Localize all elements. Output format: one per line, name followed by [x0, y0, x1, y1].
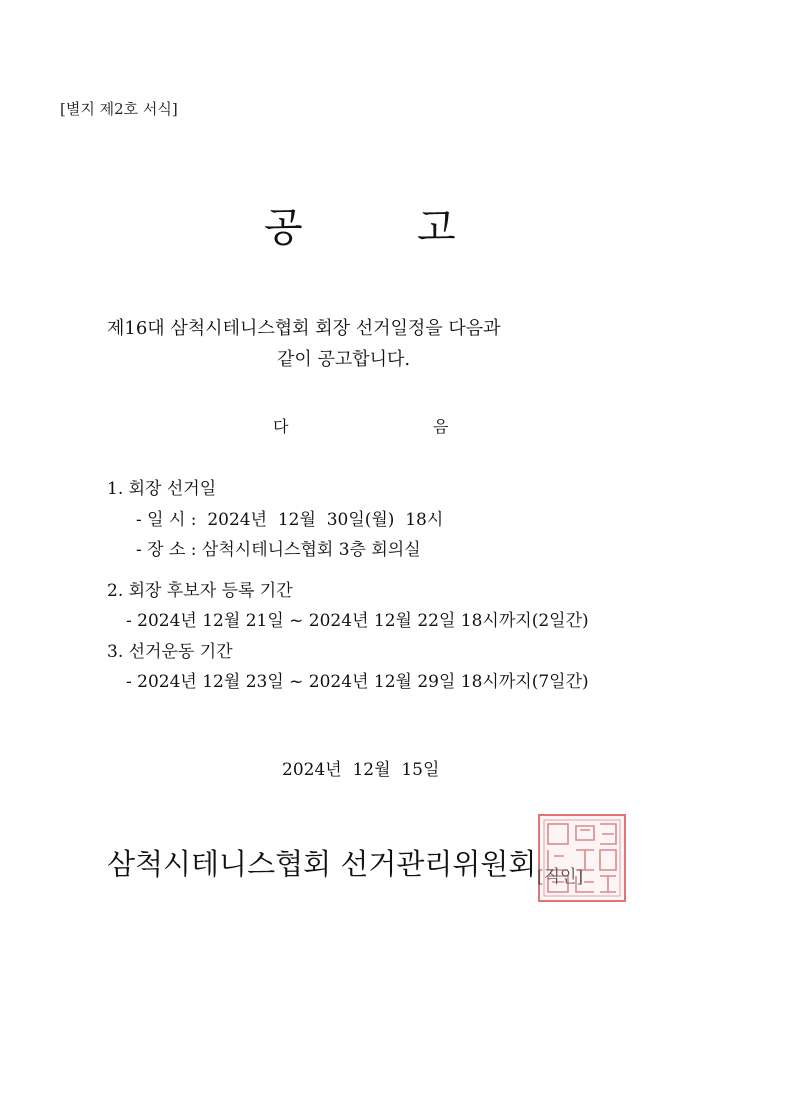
heading-da: 다: [273, 417, 289, 436]
form-label: [별지 제2호 서식]: [60, 100, 178, 118]
section-3-heading: 3. 선거운동 기간: [107, 642, 233, 662]
intro-line-1: 제16대 삼척시테니스협회 회장 선거일정을 다음과: [107, 318, 501, 339]
heading-eum: 음: [433, 417, 449, 436]
section-1-place: - 장 소 : 삼척시테니스협회 3층 회의실: [136, 540, 421, 560]
signature: 삼척시테니스협회 선거관리위원회: [107, 847, 537, 881]
section-2-period: - 2024년 12월 21일 ~ 2024년 12월 22일 18시까지(2일간): [126, 611, 589, 631]
section-1-heading: 1. 회장 선거일: [107, 479, 217, 499]
seal-placeholder: [직인]: [537, 867, 584, 887]
official-seal: [536, 812, 628, 904]
section-3-period: - 2024년 12월 23일 ~ 2024년 12월 29일 18시까지(7일간): [126, 672, 589, 692]
title-char-2: 고: [417, 205, 456, 251]
section-2-heading: 2. 회장 후보자 등록 기간: [107, 581, 293, 601]
title-char-1: 공: [264, 205, 303, 251]
intro-line-2: 같이 공고합니다.: [277, 349, 411, 370]
section-1-datetime: - 일 시 : 2024년 12월 30일(월) 18시: [136, 510, 444, 530]
announce-date: 2024년 12월 15일: [282, 760, 440, 780]
